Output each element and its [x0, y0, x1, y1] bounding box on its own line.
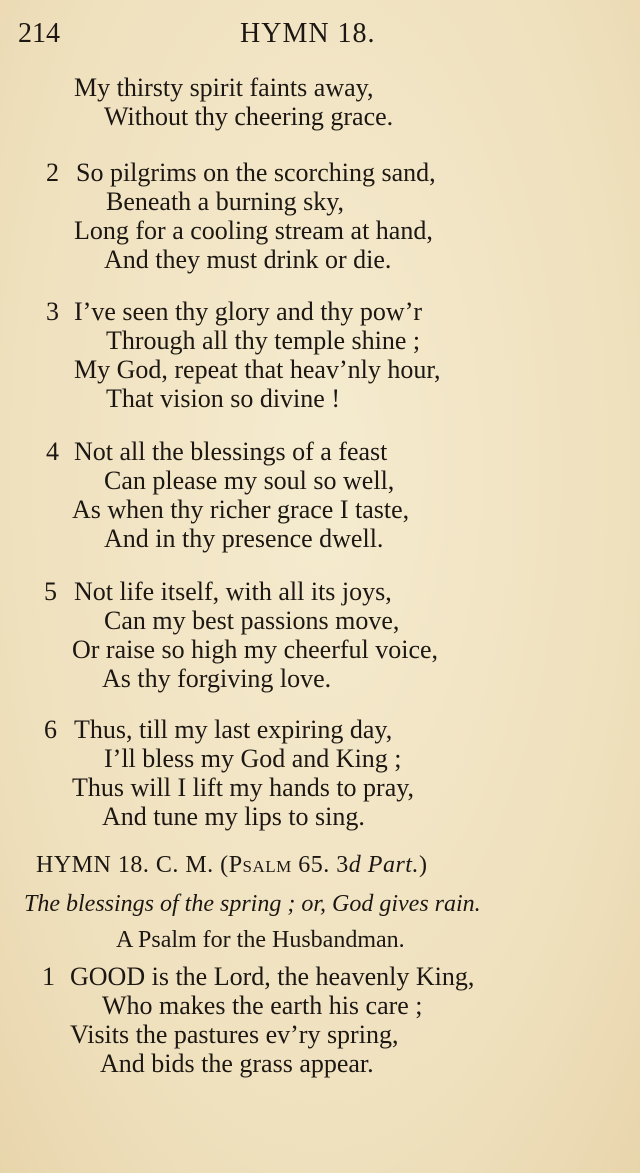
hymn-subtitle: The blessings of the spring ; or, God gives rain. [24, 891, 481, 917]
page-number: 214 [18, 18, 60, 49]
verse-line: Long for a cooling stream at hand, [74, 216, 433, 245]
hymn-title-close: ) [418, 852, 428, 878]
verse-line: Thus will I lift my hands to pray, [72, 773, 415, 802]
verse-line: And bids the grass appear. [100, 1049, 374, 1078]
verse-line: Beneath a burning sky, [106, 187, 345, 216]
verse-number: 2 [46, 158, 59, 187]
verse-line: GOOD is the Lord, the heavenly King, [70, 962, 475, 991]
hymn-title-part: d Part. [348, 852, 419, 878]
verse-line: And tune my lips to sing. [102, 802, 365, 831]
hymn-description: A Psalm for the Husbandman. [116, 927, 405, 953]
verse-line: Without thy cheering grace. [104, 102, 394, 131]
verse-number: 4 [46, 437, 59, 466]
verse-line: Can my best passions move, [104, 606, 400, 635]
verse-line: That vision so divine ! [106, 384, 340, 413]
verse-line: Can please my soul so well, [104, 466, 395, 495]
verse-number: 3 [46, 297, 59, 326]
verse-number: 5 [44, 577, 57, 606]
verse-line: As thy forgiving love. [102, 664, 332, 693]
verse-line: My thirsty spirit faints away, [74, 73, 374, 102]
verse-line: Who makes the earth his care ; [102, 991, 423, 1020]
verse-line: I’ll bless my God and King ; [104, 744, 402, 773]
hymn-title-number: 65. 3 [291, 852, 349, 878]
verse-line: Not all the blessings of a feast [74, 437, 388, 466]
hymn-title-psalm: Psalm [228, 852, 292, 878]
verse-line: Or raise so high my cheerful voice, [72, 635, 439, 664]
verse-line: So pilgrims on the scorching sand, [76, 158, 436, 187]
verse-line: I’ve seen thy glory and thy pow’r [74, 297, 423, 326]
verse-line: Thus, till my last expiring day, [74, 715, 393, 744]
verse-line: As when thy richer grace I taste, [72, 495, 410, 524]
running-head: HYMN 18. [240, 18, 376, 49]
verse-line: My God, repeat that heav’nly hour, [74, 355, 441, 384]
verse-number: 1 [42, 962, 55, 991]
verse-line: Visits the pastures ev’ry spring, [70, 1020, 399, 1049]
verse-line: And in thy presence dwell. [104, 524, 384, 553]
verse-number: 6 [44, 715, 57, 744]
verse-line: Not life itself, with all its joys, [74, 577, 392, 606]
verse-line: Through all thy temple shine ; [106, 326, 421, 355]
verse-line: And they must drink or die. [104, 245, 392, 274]
hymn-title-main: HYMN 18. C. M. ( [36, 852, 229, 878]
hymn-title [36, 852, 427, 879]
